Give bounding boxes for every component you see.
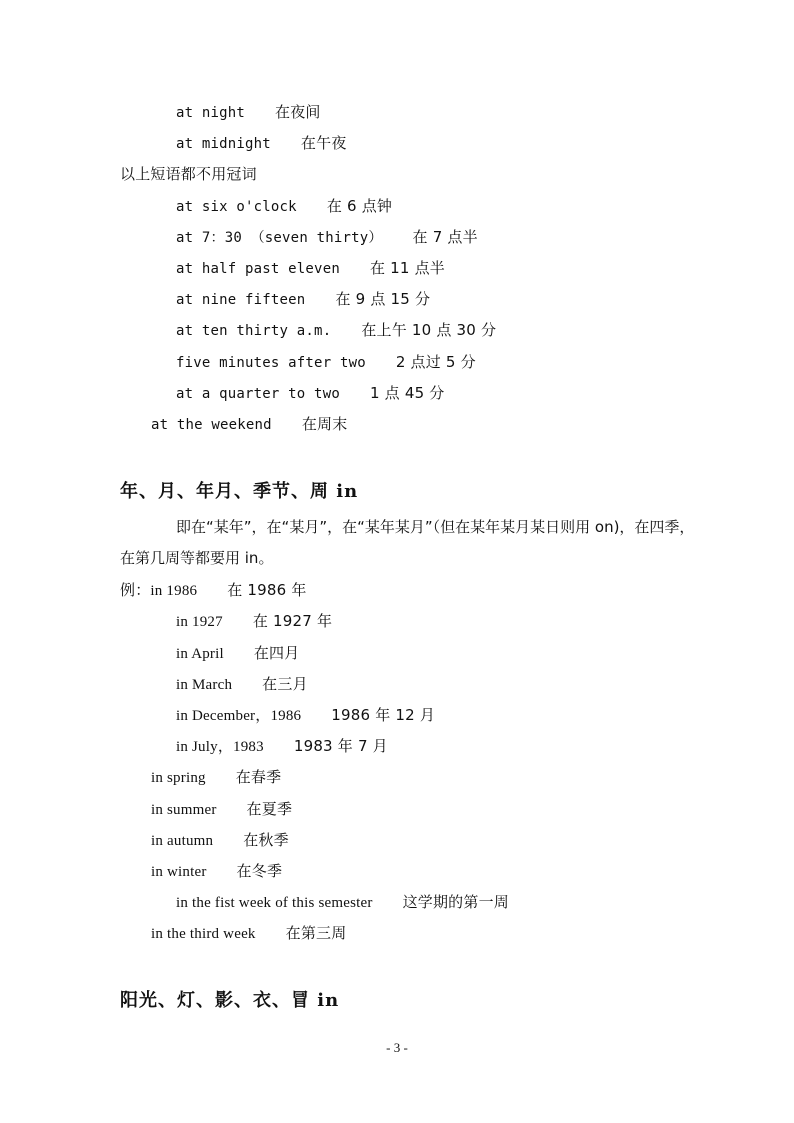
phrase-half-past-eleven — [176, 258, 445, 279]
phrase-en: in July，1983 — [176, 739, 264, 755]
phrase-en: in April — [176, 646, 224, 662]
phrase-at-night — [176, 102, 321, 123]
phrase-en: in the third week — [151, 926, 256, 942]
phrase-en: at six o'clock — [176, 199, 297, 215]
phrase-en: in autumn — [151, 833, 214, 849]
phrase-zh: 在秋季 — [243, 831, 289, 849]
phrase-zh: 在四月 — [253, 644, 300, 662]
note-no-article: 以上短语都不用冠词 — [120, 165, 257, 183]
section-heading-in: 年、月、年月、季节、周 in — [120, 481, 359, 502]
example-month-july — [176, 736, 388, 757]
phrase-zh: 在 1927 年 — [252, 612, 333, 630]
example-month-march — [176, 674, 308, 695]
phrase-en: in December，1986 — [176, 708, 302, 724]
phrase-zh: 在上午 10 点 30 分 — [361, 321, 497, 339]
phrase-en: in March — [176, 677, 233, 693]
phrase-zh: 在第三周 — [285, 924, 347, 942]
phrase-weekend — [151, 414, 347, 435]
phrase-en: in summer — [151, 802, 217, 818]
phrase-en: at ten thirty a.m. — [176, 323, 332, 339]
example-week-first — [176, 892, 509, 913]
phrase-zh: 在春季 — [235, 768, 282, 786]
phrase-zh: 在 11 点半 — [369, 259, 445, 277]
example-month-december — [176, 705, 435, 726]
phrase-zh: 在周末 — [301, 415, 348, 433]
phrase-en: at midnight — [176, 136, 271, 152]
phrase-en: at a quarter to two — [176, 386, 340, 402]
phrase-seven-thirty — [176, 227, 478, 248]
phrase-en: in winter — [151, 864, 207, 880]
phrase-zh: 1983 年 7 月 — [293, 737, 388, 755]
phrase-zh: 在 1986 年 — [227, 581, 307, 599]
phrase-zh: 这学期的第一周 — [402, 893, 509, 911]
phrase-en: in the fist week of this semester — [176, 895, 373, 911]
phrase-zh: 在 9 点 15 分 — [335, 290, 431, 308]
phrase-en: at 7：30 （seven thirty） — [176, 230, 383, 246]
phrase-zh: 在 6 点钟 — [326, 197, 393, 215]
phrase-en: in 1927 — [176, 614, 223, 630]
phrase-en: at night — [176, 105, 246, 121]
phrase-en: in spring — [151, 770, 206, 786]
example-season-summer — [151, 799, 292, 820]
phrase-at-midnight — [176, 133, 347, 154]
example-month-april — [176, 643, 299, 664]
phrase-five-after-two — [176, 352, 476, 373]
phrase-zh: 在冬季 — [236, 862, 283, 880]
phrase-nine-fifteen — [176, 289, 430, 310]
phrase-zh: 在午夜 — [300, 134, 347, 152]
phrase-en: at nine fifteen — [176, 292, 306, 308]
section-paragraph: 即在“某年”，在“某月”，在“某年某月”（但在某年某月某日则用 on)，在四季，在第几周等都要用 in。 — [120, 518, 695, 567]
phrase-zh: 1 点 45 分 — [369, 384, 445, 402]
phrase-quarter-to-two — [176, 383, 445, 404]
example-year-1986 — [120, 580, 307, 601]
phrase-en: five minutes after two — [176, 355, 366, 371]
page-number: - 3 - — [386, 1040, 408, 1055]
example-season-spring — [151, 767, 281, 788]
example-prefix: 例： — [120, 581, 151, 599]
phrase-zh: 在夜间 — [275, 103, 321, 121]
example-season-autumn — [151, 830, 289, 851]
section-heading-next: 阳光、灯、影、衣、冒 in — [120, 990, 340, 1011]
example-year-1927 — [176, 611, 332, 632]
phrase-ten-thirty — [176, 320, 496, 341]
phrase-en: at the weekend — [151, 417, 272, 433]
example-week-third — [151, 923, 346, 944]
phrase-en: at half past eleven — [176, 261, 340, 277]
phrase-zh: 在三月 — [262, 675, 308, 693]
example-season-winter — [151, 861, 282, 882]
phrase-en: in 1986 — [150, 583, 198, 599]
phrase-zh: 1986 年 12 月 — [331, 706, 436, 724]
phrase-zh: 在 7 点半 — [412, 228, 478, 246]
phrase-zh: 2 点过 5 分 — [395, 353, 476, 371]
phrase-zh: 在夏季 — [246, 800, 293, 818]
phrase-six-oclock — [176, 196, 392, 217]
